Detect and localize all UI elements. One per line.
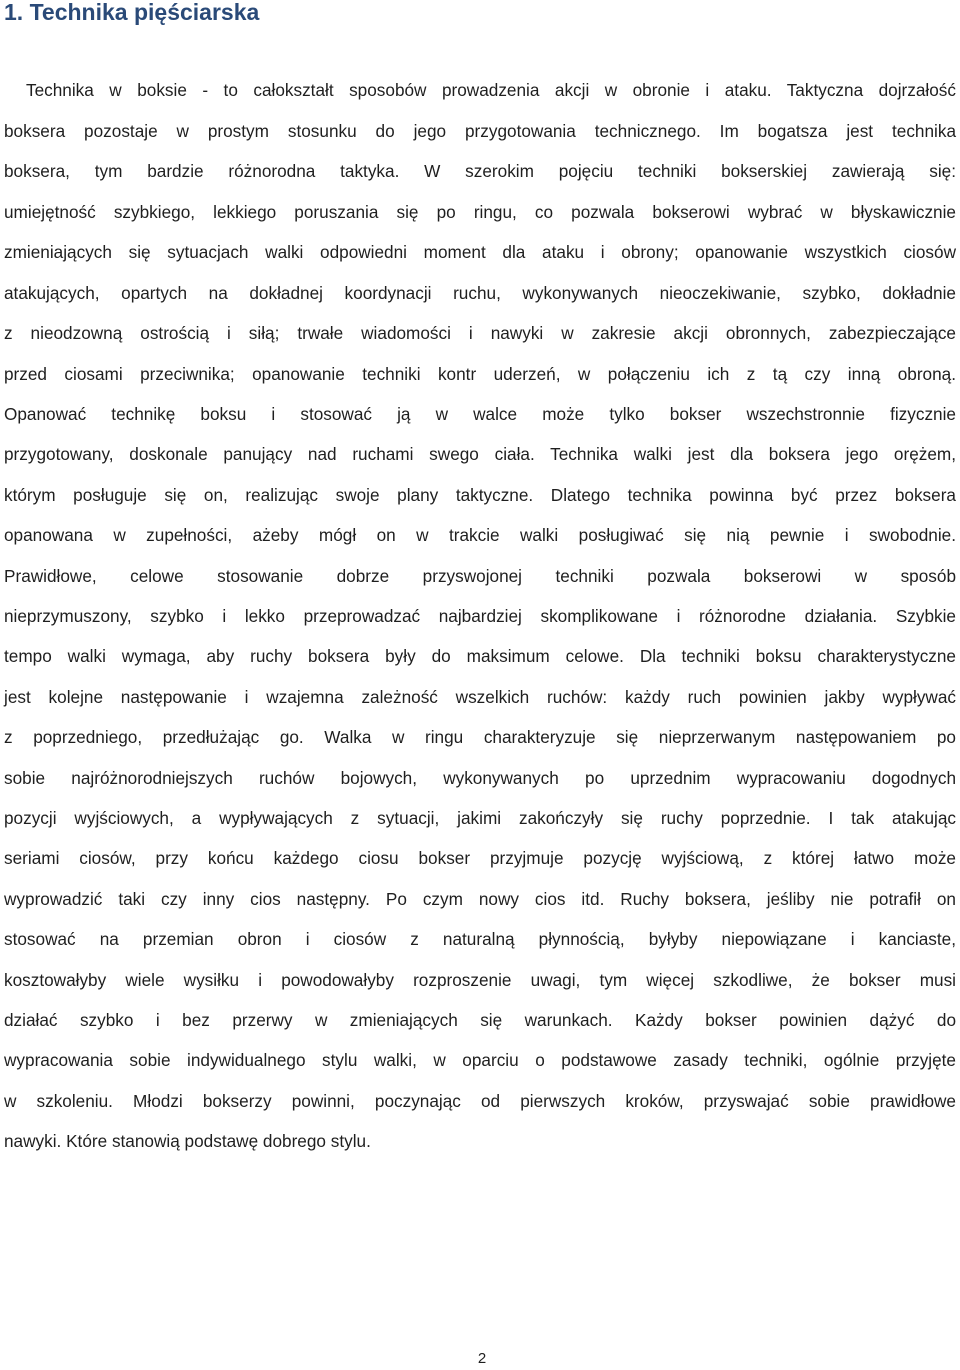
- text-line: którym posługuje się on, realizując swoje plany taktyczne. Dlatego technika powinna być przez boksera: [4, 485, 956, 505]
- text-line: Prawidłowe, celowe stosowanie dobrze przyswojonej techniki pozwala bokserowi w sposób: [4, 566, 956, 586]
- text-line: boksera, tym bardzie różnorodna taktyka. W szerokim pojęciu techniki bokserskiej zawierają się:: [4, 161, 956, 181]
- text-line: jest kolejne następowanie i wzajemna zależność wszelkich ruchów: każdy ruch powinien jakby wypływać: [4, 687, 956, 707]
- text-line: tempo walki wymaga, aby ruchy boksera były do maksimum celowe. Dla techniki boksu charakterystyczne: [4, 646, 956, 666]
- text-line: z poprzedniego, przedłużając go. Walka w ringu charakteryzuje się nieprzerwanym następowaniem po: [4, 727, 956, 747]
- text-line: działać szybko i bez przerwy w zmieniających się warunkach. Każdy bokser powinien dążyć do: [4, 1010, 956, 1030]
- text-line: sobie najróżnorodniejszych ruchów bojowych, wykonywanych po uprzednim wypracowaniu dogodnych: [4, 768, 956, 788]
- text-line: w szkoleniu. Młodzi bokserzy powinni, poczynając od pierwszych kroków, przyswajać sobie prawidłowe: [4, 1091, 956, 1111]
- text-line: nieprzymuszony, szybko i lekko przeprowadzać najbardziej skomplikowane i różnorodne działania. Szybkie: [4, 606, 956, 626]
- text-line: nawyki. Które stanowią podstawę dobrego stylu.: [4, 1131, 371, 1151]
- text-line: boksera pozostaje w prostym stosunku do jego przygotowania technicznego. Im bogatsza jest technika: [4, 121, 956, 141]
- text-line: zmieniających się sytuacjach walki odpowiedni moment dla ataku i obrony; opanowanie wszystkich ciosów: [4, 242, 956, 262]
- text-line: stosować na przemian obron i ciosów z naturalną płynnością, byłyby niepowiązane i kanciaste,: [4, 929, 956, 949]
- text-line: opanowana w zupełności, ażeby mógł on w trakcie walki posługiwać się nią pewnie i swobodnie.: [4, 525, 956, 545]
- text-line: kosztowałyby wiele wysiłku i powodowałyby rozproszenie uwagi, tym więcej szkodliwe, że bokser musi: [4, 970, 956, 990]
- text-line: seriami ciosów, przy końcu każdego ciosu bokser przyjmuje pozycję wyjściową, z której łatwo może: [4, 848, 956, 868]
- page-number: 2: [477, 1350, 487, 1367]
- text-line: wypracowania sobie indywidualnego stylu walki, w oparciu o podstawowe zasady techniki, ogólnie przyjęte: [4, 1050, 956, 1070]
- text-line: Opanować technikę boksu i stosować ją w walce może tylko bokser wszechstronnie fizycznie: [4, 404, 956, 424]
- text-line: z nieodzowną ostrością i siłą; trwałe wiadomości i nawyki w zakresie akcji obronnych, zabezpieczające: [4, 323, 956, 343]
- text-line: przed ciosami przeciwnika; opanowanie techniki kontr uderzeń, w połączeniu ich z tą czy inną obroną.: [4, 364, 956, 384]
- section-heading: 1. Technika pięściarska: [4, 0, 260, 25]
- text-line: Technika w boksie - to całokształt sposobów prowadzenia akcji w obronie i ataku. Taktyczna dojrzałość: [26, 80, 956, 100]
- text-line: przygotowany, doskonale panujący nad ruchami swego ciała. Technika walki jest dla boksera jego orężem,: [4, 444, 956, 464]
- text-line: pozycji wyjściowych, a wypływających z sytuacji, jakimi zakończyły się ruchy poprzednie. I tak atakując: [4, 808, 956, 828]
- text-line: atakujących, opartych na dokładnej koordynacji ruchu, wykonywanych nieoczekiwanie, szybko, dokładnie: [4, 283, 956, 303]
- text-line: umiejętność szybkiego, lekkiego poruszania się po ringu, co pozwala bokserowi wybrać w błyskawicznie: [4, 202, 956, 222]
- text-line: wyprowadzić taki czy inny cios następny. Po czym nowy cios itd. Ruchy boksera, jeśliby nie potrafił on: [4, 889, 956, 909]
